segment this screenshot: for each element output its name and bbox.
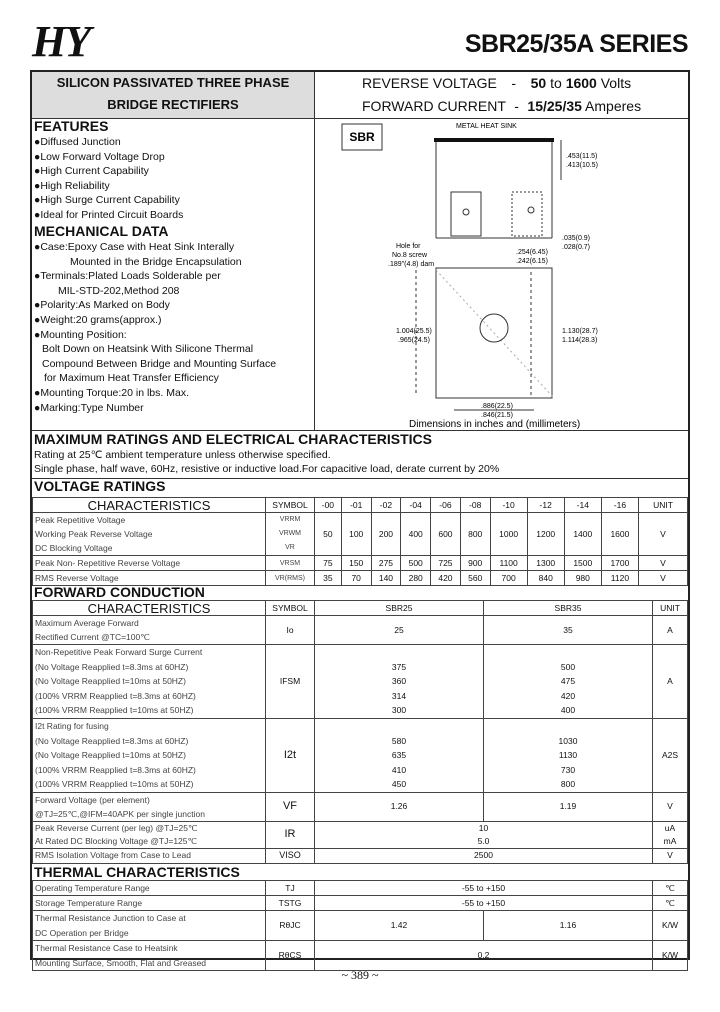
- cell: 600: [431, 513, 461, 556]
- mech-item: Compound Between Bridge and Mounting Surface: [42, 357, 277, 370]
- product-title-line1: SILICON PASSIVATED THREE PHASE: [56, 75, 290, 90]
- cell: 1120: [601, 571, 638, 586]
- dim-label: .035(0.9): [562, 235, 591, 242]
- ratings-note-2: Single phase, half wave, 60Hz, resistive or inductive load.For capacitive load, derate current by 20%: [34, 463, 500, 475]
- row-symbol: RθCS: [266, 941, 315, 971]
- ratings-note-1: Rating at 25℃ ambient temperature unless otherwise specified.: [34, 449, 331, 461]
- mechanical-heading: MECHANICAL DATA: [34, 223, 169, 239]
- mech-item: ●Mounting Position:: [34, 328, 127, 341]
- col-header: SYMBOL: [266, 498, 315, 513]
- row-label: Peak Repetitive Voltage Working Peak Reverse Voltage DC Blocking Voltage: [33, 513, 266, 556]
- row-label: Operating Temperature Range: [33, 881, 266, 896]
- table-row: [33, 911, 688, 941]
- mech-item: ●Marking:Type Number: [34, 401, 144, 414]
- cell: 275: [371, 556, 401, 571]
- cell: 1300: [527, 556, 564, 571]
- dim-label: .846(21.5): [481, 412, 513, 419]
- cell: 1500: [564, 556, 601, 571]
- row-label: RMS Reverse Voltage: [33, 571, 266, 586]
- diagram-caption: Dimensions in inches and (millimeters): [409, 419, 581, 430]
- col-header: -08: [460, 498, 490, 513]
- col-header: -02: [371, 498, 401, 513]
- col-header: -10: [490, 498, 527, 513]
- cell: 400: [401, 513, 431, 556]
- cell: V: [653, 792, 688, 821]
- cell: 1400: [564, 513, 601, 556]
- cell: uA mA: [653, 821, 688, 848]
- cell: 1000: [490, 513, 527, 556]
- column-divider: [314, 72, 315, 430]
- cell: 1.19: [484, 792, 653, 821]
- cell: 200: [371, 513, 401, 556]
- cell: 1.42: [315, 911, 484, 941]
- dim-label: 1.004(25.5): [396, 328, 432, 335]
- table-row: [33, 556, 688, 571]
- thermal-table: [32, 880, 688, 971]
- row-symbol: TSTG: [266, 896, 315, 911]
- cell: 10 5.0: [315, 821, 653, 848]
- row-symbol: VISO: [266, 848, 315, 863]
- cell: 560: [460, 571, 490, 586]
- forward-unit: Amperes: [585, 98, 642, 114]
- row-label: RMS Isolation Voltage from Case to Lead: [33, 848, 266, 863]
- features-list: [34, 135, 183, 223]
- cell: 2500: [315, 848, 653, 863]
- divider: [32, 118, 688, 119]
- dim-label: 1.114(28.3): [562, 337, 598, 344]
- dim-label: .886(22.5): [481, 403, 513, 410]
- col-header: -00: [315, 498, 342, 513]
- cell: 1030 1130 730 800: [484, 718, 653, 792]
- cell: A: [653, 616, 688, 645]
- reverse-unit: Volts: [600, 75, 632, 91]
- row-label: Thermal Resistance Junction to Case at DC Operation per Bridge: [33, 911, 266, 941]
- row-symbol: I2t: [266, 718, 315, 792]
- cell: 800: [460, 513, 490, 556]
- hole-note: .189"(4.8) dam: [388, 261, 435, 268]
- row-symbol: TJ: [266, 881, 315, 896]
- feature-item: ●High Surge Current Capability: [34, 194, 180, 207]
- voltage-heading: VOLTAGE RATINGS: [34, 478, 166, 494]
- table-row: [33, 513, 688, 556]
- dim-label: .242(6.15): [516, 258, 548, 265]
- mech-item: MIL-STD-202,Method 208: [58, 284, 180, 297]
- mech-item: for Maximum Heat Transfer Efficiency: [44, 372, 219, 385]
- cell: 100: [341, 513, 371, 556]
- row-label: Maximum Average Forward Rectified Current @TC=100℃: [33, 616, 266, 645]
- cell: V: [639, 513, 688, 556]
- cell: 75: [315, 556, 342, 571]
- cell: 1700: [601, 556, 638, 571]
- cell: 280: [401, 571, 431, 586]
- dim-label: .453(11.5): [566, 153, 598, 160]
- cell: 1.16: [484, 911, 653, 941]
- col-header: UNIT: [653, 601, 688, 616]
- package-outline-diagram: [316, 120, 688, 430]
- col-header: -04: [401, 498, 431, 513]
- feature-item: ●High Current Capability: [34, 165, 149, 178]
- col-header: -06: [431, 498, 461, 513]
- cell: 500: [401, 556, 431, 571]
- cell: 840: [527, 571, 564, 586]
- col-header: CHARACTERISTICS: [33, 498, 266, 513]
- reverse-voltage-spec: [362, 75, 631, 91]
- table-row: [33, 718, 688, 792]
- forward-value: 15/25/35: [527, 98, 582, 114]
- feature-item: ●Low Forward Voltage Drop: [34, 150, 165, 163]
- cell: A: [653, 645, 688, 719]
- cell: -55 to +150: [315, 896, 653, 911]
- cell: 700: [490, 571, 527, 586]
- cell: -55 to +150: [315, 881, 653, 896]
- product-title-line2: BRIDGE RECTIFIERS: [107, 97, 239, 112]
- table-row: [33, 645, 688, 719]
- mech-item: ●Weight:20 grams(approx.): [34, 313, 162, 326]
- table-row: [33, 792, 688, 821]
- row-symbol: RθJC: [266, 911, 315, 941]
- page-number: ~ 389 ~: [341, 968, 379, 982]
- heat-sink-label: METAL HEAT SINK: [456, 123, 517, 130]
- cell: 150: [341, 556, 371, 571]
- cell: 420: [431, 571, 461, 586]
- mech-item: Bolt Down on Heatsink With Silicone Thermal: [42, 343, 254, 356]
- cell: 70: [341, 571, 371, 586]
- row-label: Non-Repetitive Peak Forward Surge Current (No Voltage Reapplied t=8.3ms at 60HZ) (No Voltage Reapplied t=10ms at 50HZ) (100% VRRM Reapplied t=8.3ms at 60HZ) (100% VRRM Reapplied t=10ms at 50HZ): [33, 645, 266, 719]
- col-header: UNIT: [639, 498, 688, 513]
- col-header: -14: [564, 498, 601, 513]
- row-label: Peak Reverse Current (per leg) @TJ=25℃ At Rated DC Blocking Voltage @TJ=125℃: [33, 821, 266, 848]
- table-row: [33, 881, 688, 896]
- cell: 25: [315, 616, 484, 645]
- forward-current-spec: [362, 98, 641, 114]
- cell: 140: [371, 571, 401, 586]
- col-header: -01: [341, 498, 371, 513]
- cell: 1600: [601, 513, 638, 556]
- row-label: Peak Non- Repetitive Reverse Voltage: [33, 556, 266, 571]
- col-header: SYMBOL: [266, 601, 315, 616]
- dim-label: .028(0.7): [562, 244, 591, 251]
- row-symbol: IR: [266, 821, 315, 848]
- row-label: Thermal Resistance Case to Heatsink Mounting Surface, Smooth, Flat and Greased: [33, 941, 266, 971]
- reverse-min: 50: [530, 75, 547, 91]
- cell: 50: [315, 513, 342, 556]
- table-header-row: [33, 498, 688, 513]
- thermal-heading: THERMAL CHARACTERISTICS: [34, 864, 240, 880]
- cell: 980: [564, 571, 601, 586]
- dim-label: .413(10.5): [566, 162, 598, 169]
- table-header-row: [33, 601, 688, 616]
- reverse-to: to: [550, 75, 562, 91]
- row-label: Forward Voltage (per element) @TJ=25℃,@IFM=40APK per single junction: [33, 792, 266, 821]
- cell: 35: [315, 571, 342, 586]
- mech-item: ●Terminals:Plated Loads Solderable per: [34, 270, 221, 283]
- dim-label: .965(24.5): [398, 337, 430, 344]
- col-header: SBR35: [484, 601, 653, 616]
- col-header: -16: [601, 498, 638, 513]
- table-row: [33, 616, 688, 645]
- mech-item: ●Polarity:As Marked on Body: [34, 299, 170, 312]
- col-header: SBR25: [315, 601, 484, 616]
- reverse-max: 1600: [565, 75, 597, 91]
- table-row: [33, 821, 688, 848]
- series-title: SBR25/35A SERIES: [464, 30, 688, 58]
- mech-item: ●Case:Epoxy Case with Heat Sink Interally: [34, 241, 235, 253]
- cell: ℃: [653, 896, 688, 911]
- cell: K/W: [653, 911, 688, 941]
- cell: 1100: [490, 556, 527, 571]
- row-symbol: VRSM: [266, 556, 315, 571]
- table-row: [33, 896, 688, 911]
- forward-dash: -: [514, 98, 519, 114]
- features-heading: FEATURES: [34, 118, 109, 134]
- ratings-heading: MAXIMUM RATINGS AND ELECTRICAL CHARACTERISTICS: [34, 431, 432, 447]
- hole-note: Hole for: [396, 243, 421, 250]
- feature-item: ●Ideal for Printed Circuit Boards: [34, 208, 184, 221]
- row-symbol: VF: [266, 792, 315, 821]
- cell: 1200: [527, 513, 564, 556]
- cell: 375 360 314 300: [315, 645, 484, 719]
- row-symbol: VR(RMS): [266, 571, 315, 586]
- cell: 725: [431, 556, 461, 571]
- row-label: I2t Rating for fusing (No Voltage Reapplied t=8.3ms at 60HZ) (No Voltage Reapplied t=10ms at 50HZ) (100% VRRM Reapplied t=8.3ms at 60HZ) (100% VRRM Reapplied t=10ms at 50HZ): [33, 718, 266, 792]
- product-title-block: [32, 72, 314, 118]
- mech-item: Mounted in the Bridge Encapsulation: [70, 255, 242, 268]
- col-header: -12: [527, 498, 564, 513]
- cell: V: [639, 571, 688, 586]
- cell: 900: [460, 556, 490, 571]
- cell: 0.2: [315, 941, 653, 971]
- mechanical-list: [34, 240, 276, 415]
- dim-label: .254(6.45): [516, 249, 548, 256]
- cell: 1.26: [315, 792, 484, 821]
- mech-item: ●Mounting Torque:20 in lbs. Max.: [34, 386, 189, 399]
- package-label: SBR: [349, 130, 375, 144]
- row-symbol: IFSM: [266, 645, 315, 719]
- cell: A2S: [653, 718, 688, 792]
- row-label: Storage Temperature Range: [33, 896, 266, 911]
- forward-current-label: FORWARD CURRENT: [362, 98, 506, 114]
- feature-item: ●Diffused Junction: [34, 136, 121, 148]
- table-row: [33, 848, 688, 863]
- cell: 35: [484, 616, 653, 645]
- cell: ℃: [653, 881, 688, 896]
- company-logo: HY: [32, 17, 90, 66]
- cell: K/W: [653, 941, 688, 971]
- heat-sink-bar: [434, 138, 554, 142]
- dim-label: 1.130(28.7): [562, 328, 598, 335]
- cell: V: [639, 556, 688, 571]
- col-header: CHARACTERISTICS: [33, 601, 266, 616]
- reverse-dash: -: [511, 75, 517, 91]
- hole-note: No.8 screw: [392, 252, 428, 259]
- table-row: [33, 941, 688, 971]
- voltage-ratings-table: [32, 497, 688, 586]
- reverse-voltage-label: REVERSE VOLTAGE: [362, 75, 497, 91]
- cell: 500 475 420 400: [484, 645, 653, 719]
- row-symbol: Io: [266, 616, 315, 645]
- forward-heading: FORWARD CONDUCTION: [34, 584, 205, 600]
- row-symbol: VRRM VRWM VR: [266, 513, 315, 556]
- feature-item: ●High Reliability: [34, 179, 110, 192]
- cell: V: [653, 848, 688, 863]
- forward-conduction-table: [32, 600, 688, 864]
- cell: 580 635 410 450: [315, 718, 484, 792]
